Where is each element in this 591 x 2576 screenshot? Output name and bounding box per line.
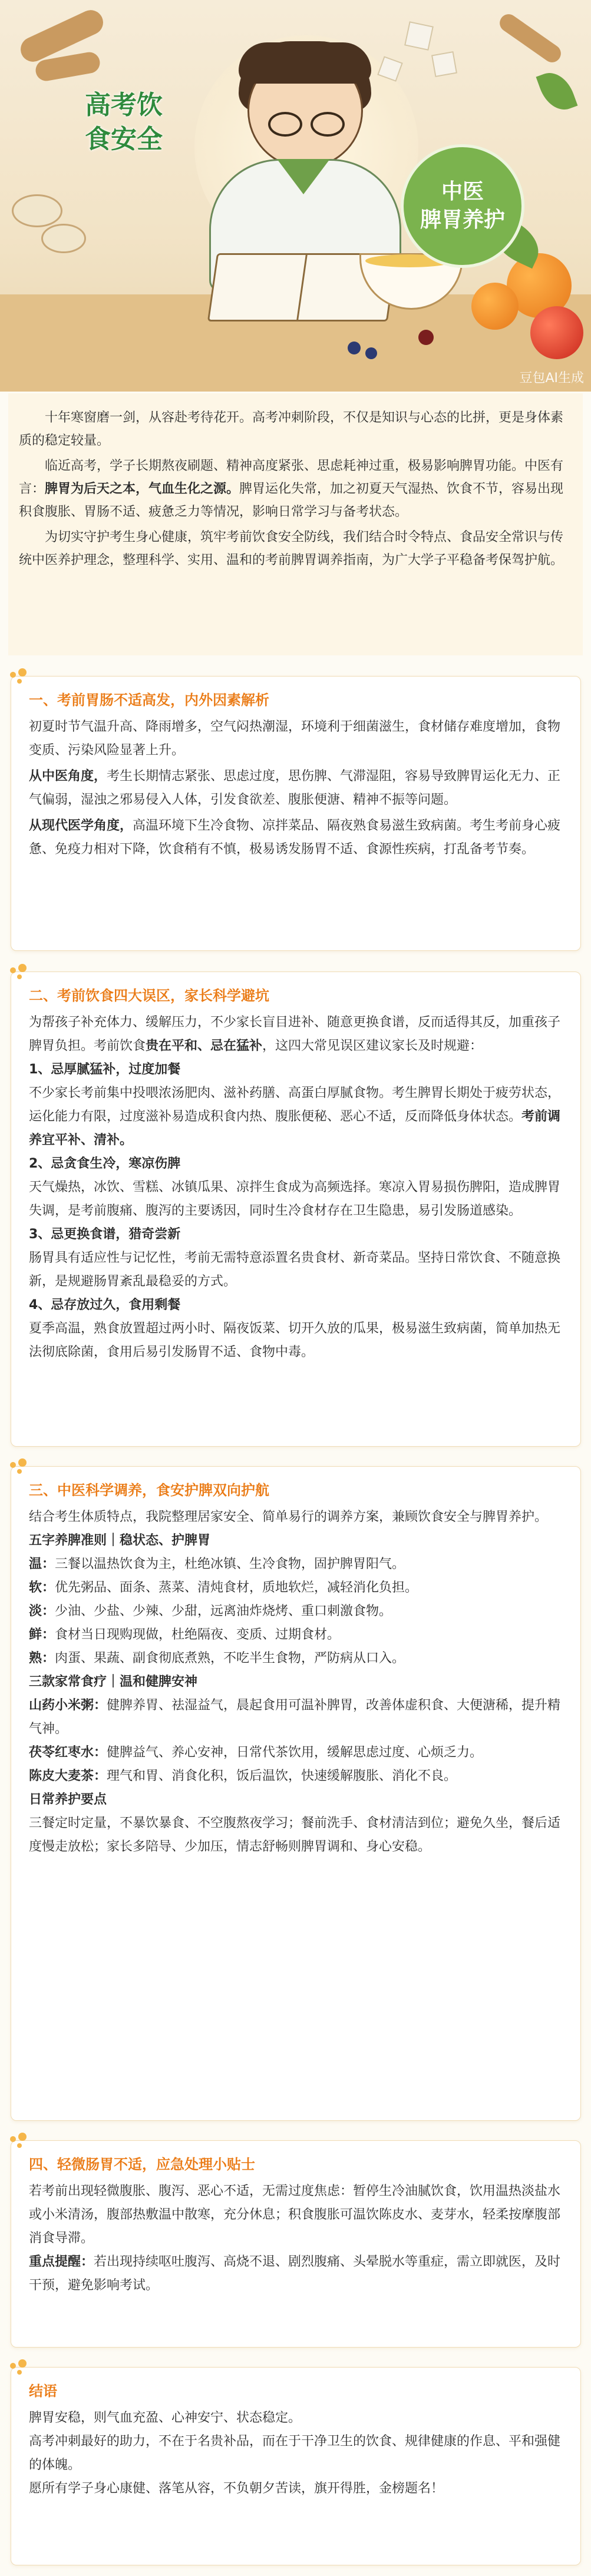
badge-line: 中医 — [441, 180, 484, 204]
recipe-row — [29, 1694, 563, 1741]
rule-key: 熟： — [29, 1651, 55, 1666]
section-card — [11, 2140, 581, 2348]
leaf-image — [536, 67, 578, 116]
hero-title-line: 食安全 — [85, 124, 163, 154]
recipe-row — [29, 1765, 563, 1788]
item-text: 肠胃具有适应性与记忆性，考前无需特意添置名贵食材、新奇菜品。坚持日常饮食、不随意换新，是规避肠胃紊乱最稳妥的方式。 — [29, 1251, 561, 1289]
yam-slice-image — [41, 224, 86, 253]
rule-row — [29, 1600, 563, 1623]
subsection-heading: 日常养护要点 — [29, 1792, 107, 1807]
decor-dots-icon — [10, 668, 34, 686]
rule-key: 温： — [29, 1557, 55, 1572]
section-paragraph: 三餐定时定量，不暴饮暴食、不空腹熬夜学习；餐前洗手、食材清洁到位；避免久坐，餐后适度慢走放松；家长多陪导、少加压，情志舒畅则脾胃调和、身心安稳。 — [29, 1816, 561, 1854]
decor-dots-icon — [10, 1458, 34, 1476]
item-heading: 1、忌厚腻猛补，过度加餐 — [29, 1062, 181, 1077]
item-heading: 4、忌存放过久，食用剩餐 — [29, 1298, 181, 1312]
hero-badge — [401, 144, 524, 268]
item-text: 天气燥热，冰饮、雪糕、冰镇瓜果、凉拌生食成为高频选择。寒凉入胃易损伤脾阳，造成脾胃失调，是考前腹痛、腹泻的主要诱因，同时生冷食材存在卫生隐患，易引发肠道感染。 — [29, 1180, 561, 1218]
intro-section — [8, 393, 583, 655]
intro-paragraph: 十年寒窗磨一剑，从容赴考待花开。高考冲刺阶段，不仅是知识与心态的比拼，更是身体素质的稳定较量。 — [19, 410, 564, 448]
section-paragraph — [29, 814, 563, 861]
paragraph-text: 高温环境下生冷食物、凉拌菜品、隔夜熟食易滋生致病菌。考生考前身心疲惫、免疫力相对下降，饮食稍有不慎，极易诱发肠胃不适、食源性疾病，打乱备考节奏。 — [29, 818, 561, 857]
section-paragraph: 结合考生体质特点，我院整理居家安全、简单易行的调养方案，兼顾饮食安全与脾胃养护。 — [29, 1510, 548, 1524]
glasses-icon — [268, 112, 345, 133]
yam-slice-image — [12, 194, 62, 227]
recipe-desc: 健脾益气、养心安神，日常代茶饮用，缓解思虑过度、心烦乏力。 — [107, 1745, 483, 1760]
section-title: 三、中医科学调养，食安护脾双向护航 — [29, 1482, 269, 1498]
badge-line: 脾胃养护 — [420, 208, 505, 232]
rule-key: 软： — [29, 1580, 55, 1595]
paragraph-lead: 从中医角度， — [29, 769, 107, 784]
section-title: 结语 — [29, 2383, 57, 2399]
paragraph-lead: 重点提醒： — [29, 2255, 94, 2269]
rule-row — [29, 1647, 563, 1670]
section-card — [11, 676, 581, 951]
rule-row — [29, 1553, 563, 1576]
subsection-heading: 三款家常食疗｜温和健脾安神 — [29, 1675, 198, 1689]
rule-key: 鲜： — [29, 1627, 55, 1642]
blueberry-image — [348, 342, 361, 354]
rule-row — [29, 1576, 563, 1600]
hero-illustration — [0, 0, 591, 392]
orange-fruit-image — [471, 283, 519, 330]
rule-value: 食材当日现购现做，杜绝隔夜、变质、过期食材。 — [55, 1627, 341, 1642]
paragraph-text: 不少家长考前集中投喂浓汤肥肉、滋补药膳、高蛋白厚腻食物。考生脾胃长期处于疲劳状态，运化能力有限，过度滋补易造成积食内热、腹胀便秘、恶心不适，反而降低身体状态。 — [29, 1086, 561, 1124]
section-title: 二、考前饮食四大误区，家长科学避坑 — [29, 987, 269, 1004]
rule-value: 三餐以温热饮食为主，杜绝冰镇、生冷食物，固护脾胃阳气。 — [55, 1557, 405, 1572]
recipe-desc: 理气和胃、消食化积，饭后温饮，快速缓解腹胀、消化不良。 — [107, 1769, 457, 1783]
section-card — [11, 972, 581, 1447]
ginseng-root-image — [496, 11, 564, 65]
recipe-desc: 健脾养胃、祛湿益气，晨起食用可温补脾胃，改善体虚积食、大便溏稀，提升精气神。 — [29, 1698, 561, 1736]
section-title: 一、考前胃肠不适高发，内外因素解析 — [29, 692, 269, 708]
subsection-heading: 五字养脾准则｜稳状态、护脾胃 — [29, 1533, 211, 1548]
item-text — [29, 1082, 563, 1152]
poria-cube-image — [404, 21, 434, 51]
section-paragraph: 若考前出现轻微腹胀、腹泻、恶心不适，无需过度焦虑：暂停生冷油腻饮食，饮用温热淡盐水或小米清汤，腹部热敷温中散寒，充分休息；积食腹胀可温饮陈皮水、麦芽水，轻柔按摩腹部消食导滞。 — [29, 2184, 561, 2246]
paragraph-text: 考生长期情志紧张、思虑过度，思伤脾、气滞湿阻，容易导致脾胃运化无力、正气偏弱，湿浊之邪易侵入人体，引发食欲差、腹胀便溏、精神不振等问题。 — [29, 769, 561, 807]
intro-paragraph — [8, 455, 583, 523]
recipe-name: 茯苓红枣水： — [29, 1745, 107, 1760]
paragraph-text: ，这四大常见误区建议家长及时规避： — [262, 1039, 483, 1053]
recipe-name: 陈皮大麦茶： — [29, 1769, 107, 1783]
recipe-row — [29, 1741, 563, 1765]
intro-highlight: 脾胃为后天之本，气血生化之源。 — [45, 482, 240, 496]
decor-dots-icon — [10, 2359, 34, 2377]
rule-row — [29, 1623, 563, 1647]
paragraph-text: 为帮孩子补充体力、缓解压力，不少家长盲目进补、随意更换食谱，反而适得其反，加重孩子脾胃负担。考前饮食 — [29, 1015, 561, 1053]
section-card — [11, 1466, 581, 2121]
paragraph-text: 若出现持续呕吐腹泻、高烧不退、剧烈腹痛、头晕脱水等重症，需立即就医，及时干预，避免影响考试。 — [29, 2255, 561, 2293]
intro-paragraph: 为切实守护考生身心健康，筑牢考前饮食安全防线，我们结合时令特点、食品安全常识与传统中医养护理念，整理科学、实用、温和的考前脾胃调养指南，为广大学子平稳备考保驾护航。 — [19, 530, 564, 568]
ai-watermark: 豆包AI生成 — [519, 371, 584, 386]
paragraph-highlight: 考前调养宜平补、清补。 — [29, 1109, 561, 1148]
rule-value: 肉蛋、果蔬、副食彻底煮熟，不吃半生食物，严防病从口入。 — [55, 1651, 405, 1666]
decor-dots-icon — [10, 964, 34, 982]
paragraph-highlight: 贵在平和、忌在猛补 — [146, 1039, 263, 1053]
rule-value: 少油、少盐、少辣、少甜，远离油炸烧烤、重口刺激食物。 — [55, 1604, 392, 1619]
poria-cube-image — [431, 51, 457, 77]
rule-key: 淡： — [29, 1604, 55, 1619]
hero-title-line: 高考饮 — [85, 90, 163, 120]
item-text: 夏季高温，熟食放置超过两小时、隔夜饭菜、切开久放的瓜果，极易滋生致病菌，简单加热无法彻底除菌，食用后易引发肠胃不适、食物中毒。 — [29, 1321, 561, 1360]
item-heading: 2、忌贪食生冷，寒凉伤脾 — [29, 1156, 181, 1171]
hero-title — [65, 88, 183, 157]
section-paragraph — [29, 765, 563, 812]
conclusion-line: 脾胃安稳，则气血充盈、心神安宁、状态稳定。 — [29, 2411, 302, 2425]
section-paragraph: 初夏时节气温升高、降雨增多，空气闷热潮湿，环境利于细菌滋生，食材储存难度增加，食物变质、污染风险显著上升。 — [29, 720, 561, 758]
item-heading: 3、忌更换食谱，猎奇尝新 — [29, 1227, 181, 1242]
section-paragraph — [29, 1011, 563, 1058]
section-paragraph — [29, 2250, 563, 2297]
blueberry-image — [365, 347, 377, 359]
intro-text: 脾胃运化失常，加之初夏天气湿热、饮食不节，容易出现积食腹胀、胃肠不适、疲惫乏力等情况，影响日常学习与备考状态。 — [19, 482, 564, 519]
section-title: 四、轻微肠胃不适，应急处理小贴士 — [29, 2156, 255, 2173]
conclusion-line: 高考冲刺最好的助力，不在于名贵补品，而在于干净卫生的饮食、规律健康的作息、平和强健的体魄。 — [29, 2434, 561, 2472]
decor-dots-icon — [10, 2133, 34, 2150]
student-fringe — [239, 42, 371, 84]
berry-image — [418, 330, 434, 345]
recipe-name: 山药小米粥： — [29, 1698, 107, 1713]
rule-value: 优先粥品、面条、蒸菜、清炖食材，质地软烂，减轻消化负担。 — [55, 1580, 418, 1595]
apple-fruit-image — [530, 306, 583, 359]
conclusion-line: 愿所有学子身心康健、落笔从容，不负朝夕苦读，旗开得胜，金榜题名！ — [29, 2481, 444, 2496]
intro-text: 临近高考，学子长期熬夜刷题、精神高度紧张、思虑耗神过重，极易影响脾胃功能。中医有言： — [19, 459, 564, 496]
conclusion-card — [11, 2367, 581, 2565]
paragraph-lead: 从现代医学角度， — [29, 818, 133, 833]
